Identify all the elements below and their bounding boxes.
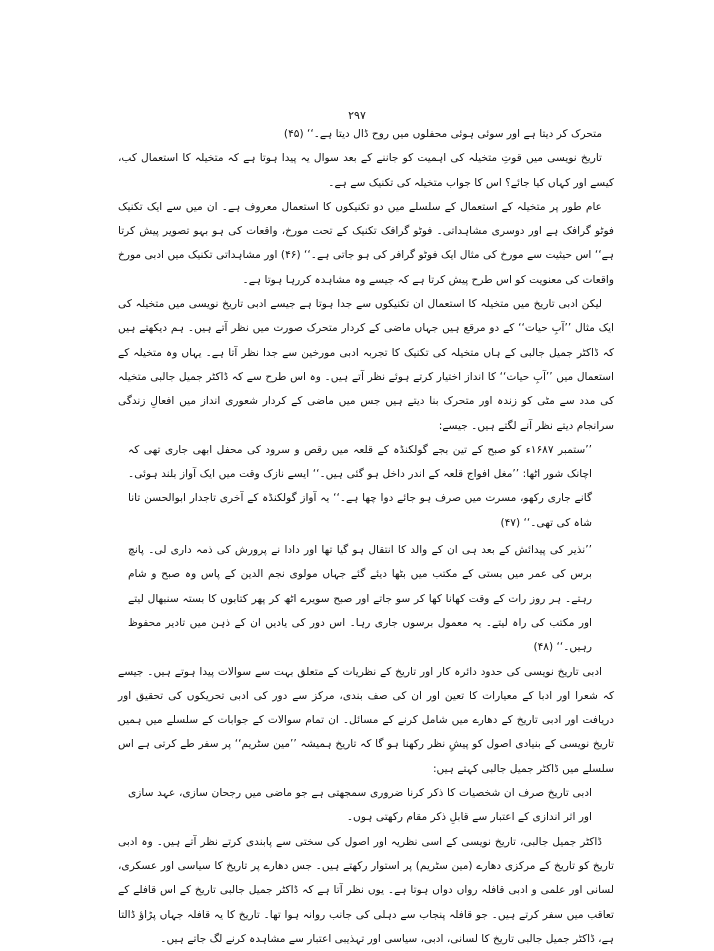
paragraph: عام طور پر متخیلہ کے استعمال کے سلسلے میں دو تکنیکوں کا استعمال معروف ہے۔ ان میں سے ایک تکنیک فوٹو گرافک ہے اور دوسری مشاہداتی۔ فوٹو گرافک تکنیک کے تحت مورخ، واقعات کی ہو بہو تصویر پیش کرتا ہے‘‘ اس حیثیت سے مورخ کی مثال ایک فوٹو گرافر کی ہو جاتی ہے۔‘‘ (۴۶) اور مشاہداتی تکنیک میں ادبی مورخ واقعات کی معنویت کو اس طرح پیش کرتا ہے کہ جیسے وہ مشاہدہ کررہا ہوتا ہے۔ bbox=[118, 200, 614, 286]
page-number: ۲۹۷ bbox=[348, 109, 366, 122]
paragraph: ڈاکٹر جمیل جالبی، تاریخ نویسی کے اسی نظریہ اور اصول کی سختی سے پابندی کرتے نظر آتے ہیں۔ وہ ادبی تاریخ کو تاریخ کے مرکزی دھارے (مین سٹریم) پر استوار رکھتے ہیں۔ جس دھارے پر تاریخ کا سیاسی اور عسکری، لسانی اور علمی و ادبی قافلہ رواں دواں ہوتا ہے۔ یوں نظر آتا ہے کہ ڈاکٹر جمیل جالبی تاریخ کے اس قافلے کے تعاقب میں سفر کرتے ہیں۔ جو قافلہ پنجاب سے دہلی کی جانب روانہ ہوا تھا۔ تاریخ کا یہ قافلہ جہاں پڑاؤ ڈالتا ہے، ڈاکٹر جمیل جالبی تاریخ کا لسانی، ادبی، سیاسی اور تہذیبی اعتبار سے مشاہدہ کرنے لگ جاتے ہیں۔ bbox=[118, 835, 614, 945]
block-quote: ادبی تاریخ صرف ان شخصیات کا ذکر کرنا ضروری سمجھتی ہے جو ماضی میں رجحان سازی، عہد سازی اور اثر اندازی کے اعتبار سے قابلِ ذکر مقام رکھتی ہوں۔ bbox=[128, 787, 592, 824]
paragraph: ادبی تاریخ نویسی کی حدود دائرہ کار اور تاریخ کے نظریات کے متعلق بہت سے سوالات پیدا ہوتے ہیں۔ جیسے کہ شعرا اور ادبا کے معیارات کا تعین اور ان کی صف بندی، مرکز سے دور کی ادبی تحریکوں کی تحقیق اور دریافت اور ادبی تاریخ کے دھارے میں شامل کرنے کے مسائل۔ ان تمام سوالات کے جوابات کے سلسلے میں ہمیں تاریخ نویسی کے بنیادی اصول کو پیشِ نظر رکھنا ہو گا کہ تاریخ ہمیشہ ’’مین سٹریم‘‘ پر سفر طے کرتی ہے اس سلسلے میں ڈاکٹر جمیل جالبی کہتے ہیں: bbox=[118, 665, 614, 775]
block-quote: ’’ستمبر ۱۶۸۷ء کو صبح کے تین بجے گولکنڈہ کے قلعہ میں رقص و سرود کی محفل ابھی جاری تھی کہ اچانک شور اٹھا: ’’مغل افواج قلعہ کے اندر داخل ہو گئی ہیں۔‘‘ ایسے نازک وقت میں ایک آواز بلند ہوئی۔ گانے جاری رکھو، مسرت میں صرف ہو جائے دوا چھا ہے۔‘‘ یہ آواز گولکنڈہ کے آخری تاجدار ابوالحسن تانا شاہ کی تھی۔‘‘ (۴۷) bbox=[128, 443, 592, 529]
paragraph: متحرک کر دیتا ہے اور سوئی ہوئی محفلوں میں روح ڈال دیتا ہے۔‘‘ (۴۵) bbox=[283, 128, 602, 140]
body-text bbox=[118, 122, 614, 951]
block-quote: ’’نذیر کی پیدائش کے بعد ہی ان کے والد کا انتقال ہو گیا تھا اور دادا نے پرورش کی ذمہ داری لی۔ پانچ برس کی عمر میں بستی کے مکتب میں بٹھا دیئے گئے جہاں مولوی نجم الدین کے پاس وہ صبح و شام رہتے۔ ہر روز رات کے وقت کھانا کھا کر سو جاتے اور صبح سویرے اٹھ کر پھر کتابوں کا بستہ سنبھال لیتے اور مکتب کی راہ لیتے۔ یہ معمول برسوں جاری رہا۔ اس دور کی یادیں ان کے ذہن میں تادیر محفوظ رہیں۔‘‘ (۴۸) bbox=[128, 544, 592, 654]
paragraph: تاریخ نویسی میں قوتِ متخیلہ کی اہمیت کو جاننے کے بعد سوال یہ پیدا ہوتا ہے کہ متخیلہ کا استعمال کب، کیسے اور کہاں کیا جائے؟ اس کا جواب متخیلہ کی تکنیک سے ہے۔ bbox=[118, 152, 614, 189]
paragraph: لیکن ادبی تاریخ میں متخیلہ کا استعمال ان تکنیکوں سے جدا ہوتا ہے جیسے ادبی تاریخ نویسی میں متخیلہ کی ایک مثال ’’آبِ حیات‘‘ کے دو مرقع ہیں جہاں ماضی کے کردار متحرک صورت میں نظر آتے ہیں۔ ہم دیکھتے ہیں کہ ڈاکٹر جمیل جالبی کے ہاں متخیلہ کی تکنیک کا تجربہ ادبی مورخین سے جدا نظر آتا ہے۔ یہاں وہ متخیلہ کے استعمال میں ’’آبِ حیات‘‘ کا انداز اختیار کرتے ہوئے نظر آتے ہیں۔ وہ اس طرح سے کہ ڈاکٹر جمیل جالبی متخیلہ کی مدد سے مٹی کو زندہ اور متحرک بنا دیتے ہیں جس میں ماضی کے کردار شعوری انداز میں افعالِ زندگی سرانجام دیتے نظر آنے لگتے ہیں۔ جیسے: bbox=[118, 298, 614, 432]
